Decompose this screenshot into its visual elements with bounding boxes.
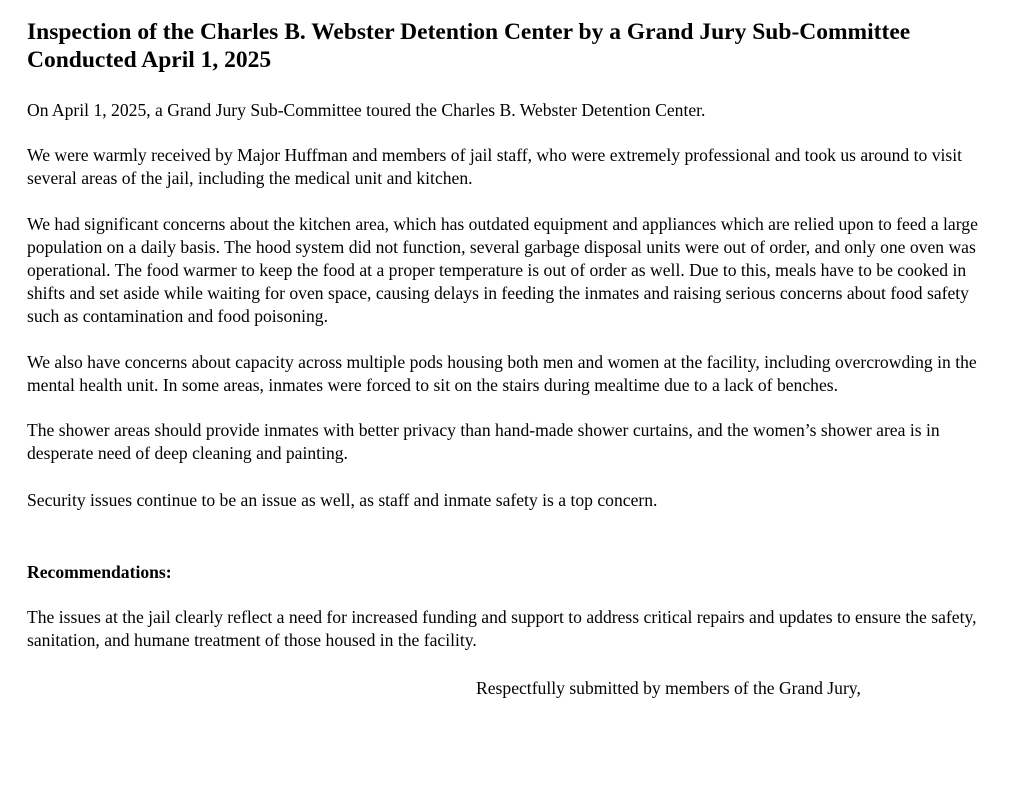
title-line-2: Conducted April 1, 2025 bbox=[27, 47, 272, 73]
title-line-1: Inspection of the Charles B. Webster Detention Center by a Grand Jury Sub-Committee bbox=[27, 19, 911, 45]
paragraph-reception: We were warmly received by Major Huffman and members of jail staff, who were extremely professional and took us around to visit several areas of the jail, including the medical unit and kitchen. bbox=[27, 145, 963, 189]
paragraph-kitchen-concerns: We had significant concerns about the kitchen area, which has outdated equipment and appliances which are relied upon to feed a large population on a daily basis. The hood system did not function, several garbage disposal units were out of order, and only one oven was operational. The food warmer to keep the food at a proper temperature is out of order as well. Due to this, meals have to be cooked in shifts and set aside while waiting for oven space, causing delays in feeding the inmates and raising serious concerns about food safety such as contamination and food poisoning. bbox=[27, 213, 978, 327]
paragraph-shower-areas: The shower areas should provide inmates with better privacy than hand-made shower curtains, and the women’s shower area is in desperate need of deep cleaning and painting. bbox=[27, 420, 940, 464]
document-title bbox=[27, 18, 997, 74]
document-page bbox=[27, 18, 997, 700]
closing-signature-line: Respectfully submitted by members of the Grand Jury, bbox=[476, 678, 861, 699]
paragraph-intro: On April 1, 2025, a Grand Jury Sub-Committee toured the Charles B. Webster Detention Center. bbox=[27, 100, 706, 120]
recommendations-paragraph: The issues at the jail clearly reflect a need for increased funding and support to address critical repairs and updates to ensure the safety, sanitation, and humane treatment of those housed in the facility. bbox=[27, 606, 977, 650]
recommendations-heading: Recommendations: bbox=[27, 561, 172, 582]
paragraph-capacity-concerns: We also have concerns about capacity across multiple pods housing both men and women at the facility, including overcrowding in the mental health unit. In some areas, inmates were forced to sit on the stairs during mealtime due to a lack of benches. bbox=[27, 351, 977, 395]
paragraph-security: Security issues continue to be an issue as well, as staff and inmate safety is a top concern. bbox=[27, 490, 658, 511]
